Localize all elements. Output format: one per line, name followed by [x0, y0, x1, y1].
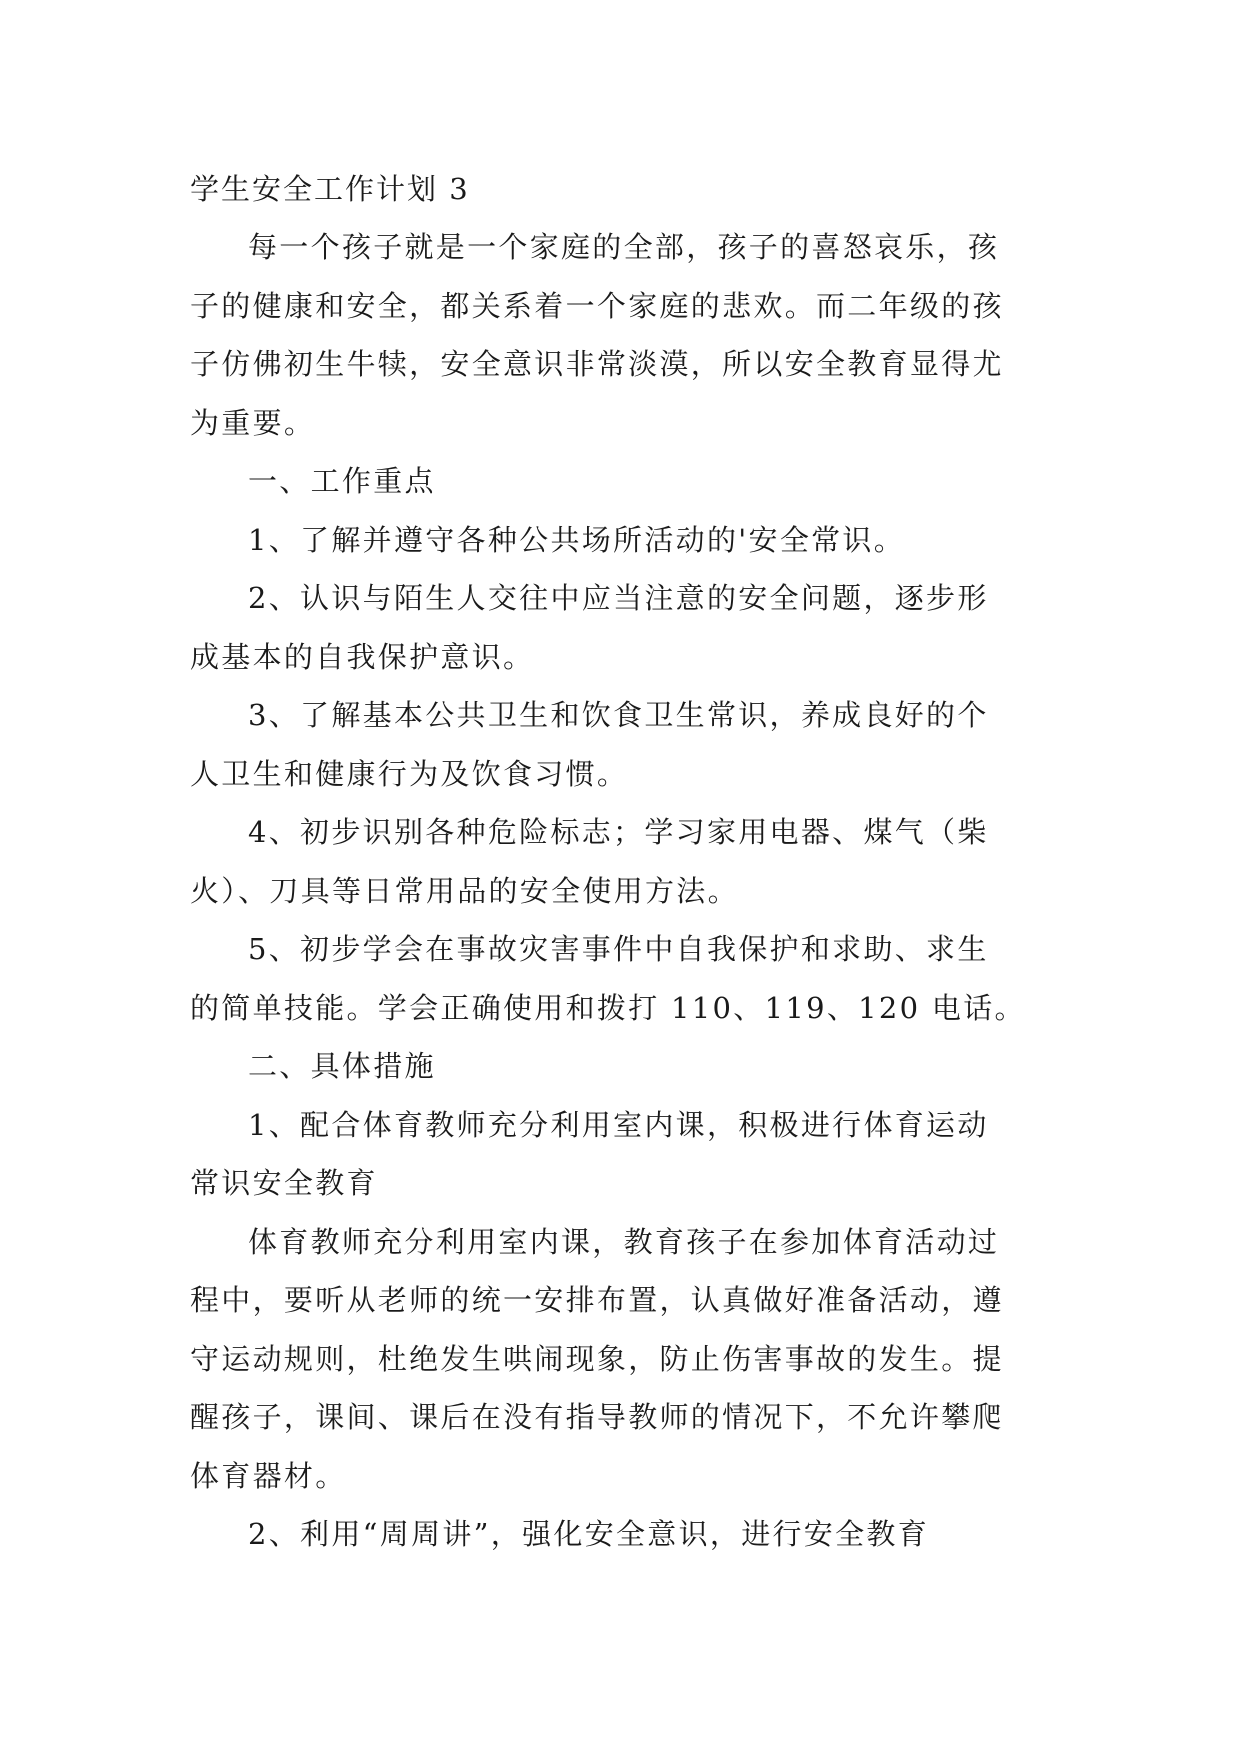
paragraph	[190, 569, 1050, 686]
paragraph	[190, 1037, 1050, 1096]
text-line: 每一个孩子就是一个家庭的全部，孩子的喜怒哀乐，孩	[248, 230, 1000, 264]
text-line: 人卫生和健康行为及饮食习惯。	[190, 756, 629, 791]
paragraph	[190, 511, 1050, 570]
text-line: 2、利用“周周讲”，强化安全意识，进行安全教育	[248, 1517, 930, 1551]
text-line: 一、工作重点	[248, 464, 436, 498]
text-line: 成基本的自我保护意识。	[190, 639, 535, 674]
text-line: 体育器材。	[190, 1458, 347, 1493]
text-line: 子的健康和安全，都关系着一个家庭的悲欢。而二年级的孩	[190, 288, 1004, 323]
paragraph	[190, 1096, 1050, 1213]
document-title: 学生安全工作计划 3	[190, 172, 470, 206]
text-line: 3、了解基本公共卫生和饮食卫生常识，养成良好的个	[248, 698, 989, 732]
text-line: 醒孩子，课间、课后在没有指导教师的情况下，不允许攀爬	[190, 1400, 1004, 1434]
paragraph	[190, 920, 1050, 1037]
text-line: 4、初步识别各种危险标志；学习家用电器、煤气（柴	[248, 815, 989, 849]
text-line: 1、配合体育教师充分利用室内课，积极进行体育运动	[248, 1107, 989, 1142]
text-line: 常识安全教育	[190, 1166, 378, 1200]
paragraph	[190, 1505, 1050, 1564]
paragraph	[190, 1213, 1050, 1506]
paragraph	[190, 803, 1050, 920]
text-line: 体育教师充分利用室内课，教育孩子在参加体育活动过	[248, 1224, 1000, 1259]
text-line: 守运动规则，杜绝发生哄闹现象，防止伤害事故的发生。提	[190, 1341, 1004, 1376]
text-line: 火）、刀具等日常用品的安全使用方法。	[190, 873, 739, 908]
text-line: 的简单技能。学会正确使用和拨打 110、119、120 电话。	[190, 990, 1026, 1025]
paragraph	[190, 686, 1050, 803]
paragraph-list	[190, 218, 1050, 1564]
paragraph	[190, 218, 1050, 452]
text-line: 为重要。	[190, 405, 316, 440]
text-line: 程中，要听从老师的统一安排布置，认真做好准备活动，遵	[190, 1283, 1004, 1317]
text-line: 二、具体措施	[248, 1049, 436, 1083]
document-body	[190, 160, 1050, 1564]
text-line: 子仿佛初生牛犊，安全意识非常淡漠，所以安全教育显得尤	[190, 347, 1004, 381]
text-line: 2、认识与陌生人交往中应当注意的安全问题，逐步形	[248, 581, 989, 615]
paragraph	[190, 452, 1050, 511]
text-line: 1、了解并遵守各种公共场所活动的'安全常识。	[248, 522, 906, 557]
text-line: 5、初步学会在事故灾害事件中自我保护和求助、求生	[248, 932, 989, 966]
